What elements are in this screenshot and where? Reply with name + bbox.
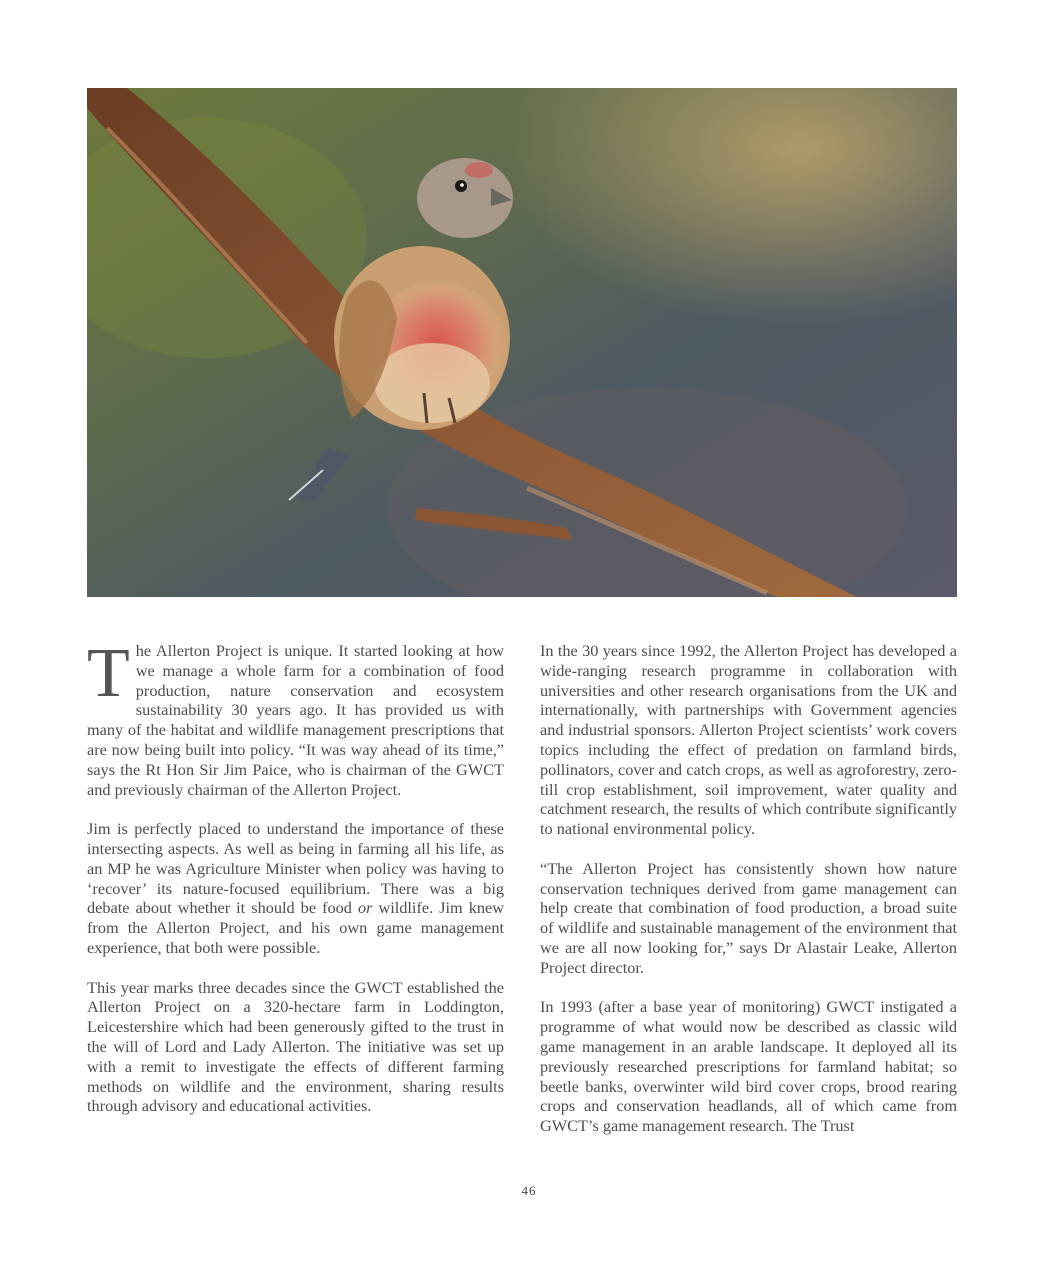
programme-paragraph: In 1993 (after a base year of monitoring) GWCT instigated a programme of what would now be described as classic wild game management in an arable landscape. It deployed all its previously researched prescriptions for farmland habitat; so beetle banks, overwinter wild bird cover crops, brood rearing crops and conservation headlands, all of which came from GWCT’s game management research. The Trust bbox=[540, 997, 957, 1136]
jim-text-2: wildlife. Jim knew from the Allerton Project, and his own game management experience, that both were possible. bbox=[87, 898, 504, 957]
bird-on-branch-illustration bbox=[87, 88, 957, 597]
page-number: 46 bbox=[521, 1183, 537, 1198]
jim-text-1: Jim is perfectly placed to understand the importance of these intersecting aspects. As well as being in farming all his life, as an MP he was Agriculture Minister when policy was having to ‘recover’ its nature-focused equilibrium. There was a big debate about whether it should be food bbox=[87, 819, 504, 918]
drop-cap: T bbox=[87, 635, 130, 712]
intro-paragraph bbox=[87, 635, 504, 799]
left-column bbox=[87, 635, 504, 1136]
three-decades-paragraph: This year marks three decades since the GWCT established the Allerton Project on a 320-hectare farm in Loddington, Leicestershire which had been generously gifted to the trust in the will of Lord and Lady Allerton. The initiative was set up with a remit to investigate the effects of different farming methods on wildlife and the environment, sharing results through advisory and educational activities. bbox=[87, 977, 504, 1116]
quote-paragraph: “The Allerton Project has consistently shown how nature conservation techniques derived from game management can help create that combination of food production, a broad suite of wildlife and sustainable management of the environment that we are all now looking for,” says Dr Alastair Leake, Allerton Project director. bbox=[540, 858, 957, 977]
jim-italic: or bbox=[357, 898, 373, 918]
right-column bbox=[540, 641, 957, 1156]
jim-paragraph bbox=[87, 819, 504, 958]
research-paragraph: In the 30 years since 1992, the Allerton Project has developed a wide-ranging research programme in collaboration with universities and other research organisations from the UK and internationally, with partnerships with Government agencies and industrial sponsors. Allerton Project scientists’ work covers topics including the effect of predation on farmland birds, pollinators, cover and catch crops, as well as agroforestry, zero-till crop establishment, soil improvement, water quality and catchment research, the results of which contribute significantly to national environmental policy. bbox=[540, 641, 957, 839]
linnet-photo bbox=[87, 88, 957, 597]
intro-text: he Allerton Project is unique. It started looking at how we manage a whole farm for a combination of food production, nature conservation and ecosystem sustainability 30 years ago. It has provided us with many of the habitat and wildlife management prescriptions that are now being built into policy. “It was way ahead of its time,” says the Rt Hon Sir Jim Paice, who is chairman of the GWCT and previously chairman of the Allerton Project. bbox=[87, 641, 504, 799]
